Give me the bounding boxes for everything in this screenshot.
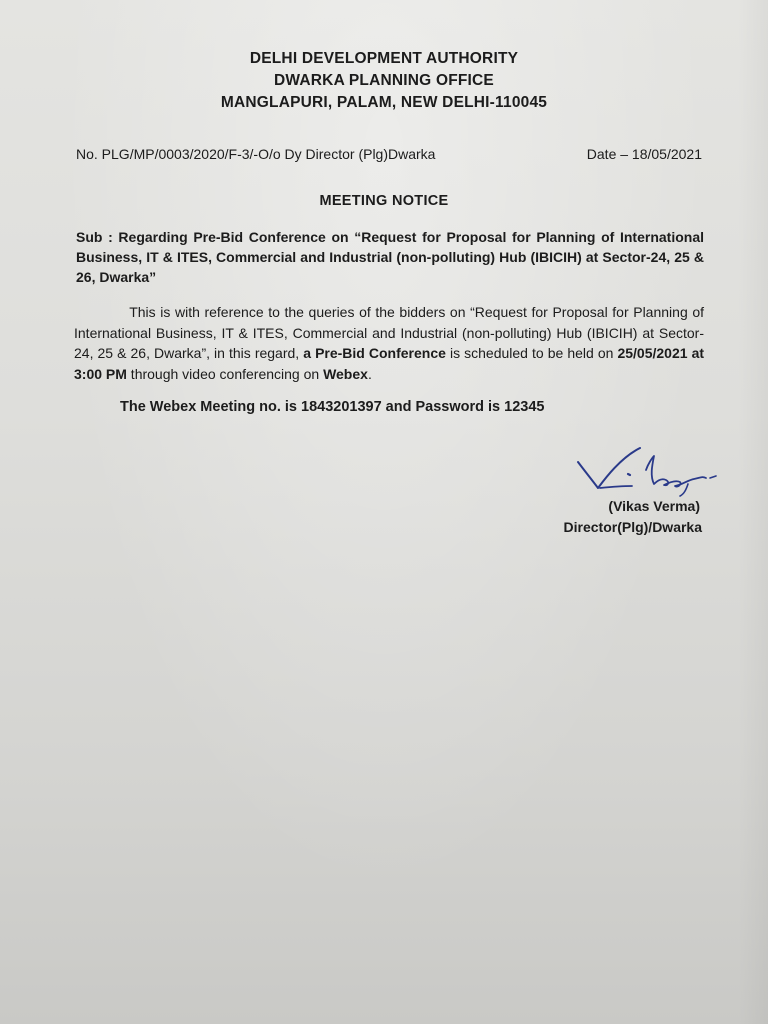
notice-date: Date – 18/05/2021: [586, 146, 702, 162]
notice-title: MEETING NOTICE: [319, 193, 449, 209]
letterhead-organization: DELHI DEVELOPMENT AUTHORITY: [249, 50, 519, 67]
meeting-details: The Webex Meeting no. is 1843201397 and Password is 12345: [120, 399, 545, 415]
body-text-part3: through video conferencing on: [126, 365, 324, 382]
handwritten-signature: [570, 440, 750, 500]
body-bold-pre-bid: a Pre-Bid Conference: [303, 345, 446, 361]
letterhead-office: DWARKA PLANNING OFFICE: [274, 72, 494, 89]
subject-line: Sub : Regarding Pre-Bid Conference on “Request for Proposal for Planning of International Business, IT & ITES, Commercial and Industrial (non-polluting) Hub (IBICIH) at Sector-24, 25 & 26, Dwarka”: [76, 229, 704, 285]
signatory-name: (Vikas Verma): [608, 498, 700, 514]
body-text-part4: .: [367, 365, 372, 382]
letterhead-address: MANGLAPURI, PALAM, NEW DELHI-110045: [220, 94, 548, 111]
body-bold-datetime: 25/05/2021 at 3:00 PM: [74, 345, 705, 382]
body-text-part2: is scheduled to be held on: [445, 345, 618, 361]
body-bold-webex: Webex: [323, 365, 368, 382]
signatory-designation: Director(Plg)/Dwarka: [563, 519, 702, 535]
body-text-part1: This is with reference to the queries of the bidders on “Request for Proposal for Planning of International Business, IT & ITES, Commercial and Industrial (non-polluting) Hub (IBICIH) at Sector-24, 25 & 26, Dwarka”, in this regard,: [74, 304, 704, 361]
body-paragraph: [74, 302, 704, 384]
letterhead: [0, 48, 768, 114]
signatory-block: [564, 496, 702, 538]
reference-number: No. PLG/MP/0003/2020/F-3/-O/o Dy Director (Plg)Dwarka: [76, 146, 436, 162]
